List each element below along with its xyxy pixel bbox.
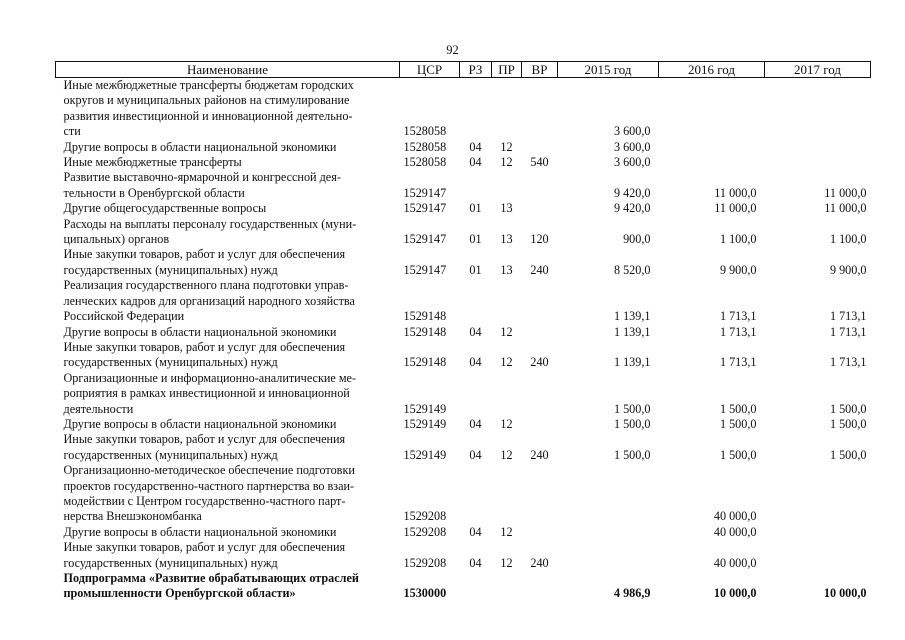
row-csr: 1529147 xyxy=(403,262,447,277)
row-vr xyxy=(522,278,558,324)
row-name xyxy=(56,417,400,432)
row-value-2015: 4 986,9 xyxy=(613,586,651,601)
row-vr xyxy=(522,571,558,602)
table-row xyxy=(56,371,871,417)
row-name-line: Иные межбюджетные трансферты xyxy=(63,155,242,170)
row-pr: 12 xyxy=(500,555,513,570)
row-name-line: округов и муниципальных районов на стимулирование xyxy=(63,93,350,108)
row-name-line: Организационные и информационно-аналитические ме- xyxy=(63,370,357,385)
row-name-line: Развитие выставочно-ярмарочной и конгрессной дея- xyxy=(63,170,341,185)
row-vr xyxy=(522,201,558,216)
row-name xyxy=(56,525,400,540)
row-name xyxy=(56,247,400,278)
row-value-2017: 1 100,0 xyxy=(829,232,867,247)
row-rz xyxy=(460,463,492,525)
table-row xyxy=(56,247,871,278)
row-value-2016: 1 713,1 xyxy=(719,355,757,370)
row-csr: 1529149 xyxy=(403,416,447,431)
row-name-line: модействии с Центром государственно-частного парт- xyxy=(63,493,346,508)
row-value-2015 xyxy=(558,540,659,571)
row-rz: 01 xyxy=(469,232,482,247)
row-name-line: Иные межбюджетные трансферты бюджетам городских xyxy=(63,78,354,92)
row-name-line: проектов государственно-частного партнерства во взаи- xyxy=(63,478,355,493)
row-name-line: государственных (муниципальных) нужд xyxy=(63,355,278,370)
col-header-2015: 2015 год xyxy=(558,62,659,78)
row-vr xyxy=(522,371,558,417)
row-value-2017 xyxy=(765,525,871,540)
row-pr: 12 xyxy=(500,524,513,539)
col-header-2017: 2017 год xyxy=(765,62,871,78)
row-name-line: Другие вопросы в области национальной экономики xyxy=(63,324,337,339)
row-vr xyxy=(522,525,558,540)
row-rz: 04 xyxy=(469,355,482,370)
row-value-2016 xyxy=(659,155,765,170)
row-pr: 12 xyxy=(500,139,513,154)
row-value-2017 xyxy=(765,155,871,170)
row-value-2016: 40 000,0 xyxy=(713,509,757,524)
row-value-2016: 1 100,0 xyxy=(719,232,757,247)
row-name xyxy=(56,201,400,216)
row-csr: 1529147 xyxy=(403,201,447,216)
row-name-line: Организационно-методическое обеспечение подготовки xyxy=(63,463,355,478)
table-row xyxy=(56,201,871,216)
row-value-2015: 1 139,1 xyxy=(613,324,651,339)
table-row xyxy=(56,463,871,525)
row-value-2015: 1 139,1 xyxy=(613,309,651,324)
table-row xyxy=(56,217,871,248)
row-rz: 04 xyxy=(469,416,482,431)
row-pr: 13 xyxy=(500,232,513,247)
row-csr: 1529148 xyxy=(403,355,447,370)
row-name xyxy=(56,371,400,417)
row-rz xyxy=(460,170,492,201)
row-vr: 240 xyxy=(530,355,549,370)
row-name-line: развития инвестиционной и инновационной деятельно- xyxy=(63,108,353,123)
row-name-line: Иные закупки товаров, работ и услуг для обеспечения xyxy=(63,540,346,555)
row-name-line: государственных (муниципальных) нужд xyxy=(63,447,278,462)
row-value-2017: 1 500,0 xyxy=(829,401,867,416)
budget-table xyxy=(55,61,871,602)
row-csr: 1529147 xyxy=(403,232,447,247)
row-name-line: промышленности Оренбургской области» xyxy=(63,586,296,601)
table-row xyxy=(56,417,871,432)
row-name xyxy=(56,325,400,340)
row-name-line: Расходы на выплаты персоналу государственных (муни- xyxy=(63,216,357,231)
row-name xyxy=(56,140,400,155)
row-csr: 1528058 xyxy=(403,139,447,154)
row-value-2017 xyxy=(765,140,871,155)
row-vr xyxy=(522,170,558,201)
col-header-2016: 2016 год xyxy=(659,62,765,78)
row-name-line: Другие общегосударственные вопросы xyxy=(63,201,267,216)
row-name-line: государственных (муниципальных) нужд xyxy=(63,555,278,570)
row-value-2017: 1 713,1 xyxy=(829,324,867,339)
row-csr: 1529208 xyxy=(403,509,447,524)
row-csr: 1529148 xyxy=(403,324,447,339)
row-rz: 04 xyxy=(469,155,482,170)
row-vr xyxy=(522,417,558,432)
row-value-2016 xyxy=(659,78,765,140)
row-value-2017: 9 900,0 xyxy=(829,262,867,277)
row-name xyxy=(56,278,400,324)
table-row xyxy=(56,278,871,324)
row-rz xyxy=(460,78,492,140)
row-rz xyxy=(460,371,492,417)
row-value-2017 xyxy=(765,463,871,525)
table-row xyxy=(56,325,871,340)
row-value-2016: 10 000,0 xyxy=(713,586,757,601)
col-header-vr: ВР xyxy=(522,62,558,78)
row-pr xyxy=(492,463,522,525)
row-pr xyxy=(492,371,522,417)
row-value-2017: 1 500,0 xyxy=(829,447,867,462)
table-body xyxy=(56,78,871,602)
col-header-pr: ПР xyxy=(492,62,522,78)
table-row xyxy=(56,155,871,170)
row-name-line: деятельности xyxy=(63,401,134,416)
row-vr: 120 xyxy=(530,232,549,247)
row-name xyxy=(56,463,400,525)
row-csr: 1529149 xyxy=(403,447,447,462)
row-value-2015: 1 500,0 xyxy=(613,447,651,462)
row-value-2017 xyxy=(765,540,871,571)
row-name xyxy=(56,340,400,371)
row-name xyxy=(56,571,400,602)
row-value-2016: 1 500,0 xyxy=(719,447,757,462)
row-name xyxy=(56,78,400,140)
row-value-2016: 9 900,0 xyxy=(719,262,757,277)
row-value-2015: 3 600,0 xyxy=(613,139,651,154)
row-pr xyxy=(492,170,522,201)
row-value-2017: 10 000,0 xyxy=(823,586,867,601)
row-rz: 01 xyxy=(469,262,482,277)
row-vr: 240 xyxy=(530,262,549,277)
row-name-line: государственных (муниципальных) нужд xyxy=(63,262,278,277)
row-rz xyxy=(460,278,492,324)
row-value-2016 xyxy=(659,140,765,155)
row-value-2015: 1 500,0 xyxy=(613,416,651,431)
row-csr: 1528058 xyxy=(403,124,447,139)
row-csr: 1529208 xyxy=(403,524,447,539)
row-vr xyxy=(522,140,558,155)
row-value-2017: 11 000,0 xyxy=(824,185,867,200)
row-rz: 04 xyxy=(469,324,482,339)
row-value-2015: 9 420,0 xyxy=(613,201,651,216)
row-value-2015: 9 420,0 xyxy=(613,185,651,200)
row-pr: 12 xyxy=(500,355,513,370)
row-vr xyxy=(522,463,558,525)
col-header-csr: ЦСР xyxy=(400,62,460,78)
row-value-2016: 11 000,0 xyxy=(714,185,757,200)
row-vr xyxy=(522,78,558,140)
row-name xyxy=(56,170,400,201)
row-vr: 540 xyxy=(530,155,549,170)
row-pr: 12 xyxy=(500,155,513,170)
row-value-2016: 11 000,0 xyxy=(714,201,757,216)
row-value-2015: 3 600,0 xyxy=(613,155,651,170)
row-name xyxy=(56,432,400,463)
row-value-2015 xyxy=(558,525,659,540)
row-name-line: Другие вопросы в области национальной экономики xyxy=(63,416,337,431)
row-value-2015: 3 600,0 xyxy=(613,124,651,139)
row-csr: 1528058 xyxy=(403,155,447,170)
row-rz: 04 xyxy=(469,447,482,462)
row-rz: 04 xyxy=(469,524,482,539)
row-vr xyxy=(522,325,558,340)
table-row xyxy=(56,540,871,571)
row-name-line: роприятия в рамках инвестиционной и инновационной xyxy=(63,386,350,401)
row-pr xyxy=(492,278,522,324)
table-row xyxy=(56,78,871,140)
row-pr: 12 xyxy=(500,447,513,462)
row-name xyxy=(56,155,400,170)
row-rz: 04 xyxy=(469,555,482,570)
row-value-2016: 1 713,1 xyxy=(719,309,757,324)
row-name-line: нерства Внешэкономбанка xyxy=(63,509,202,524)
row-name-line: Иные закупки товаров, работ и услуг для обеспечения xyxy=(63,247,346,262)
row-value-2017 xyxy=(765,78,871,140)
row-name-line: ципальных) органов xyxy=(63,232,170,247)
row-value-2017: 1 713,1 xyxy=(829,309,867,324)
row-vr: 240 xyxy=(530,555,549,570)
table-row xyxy=(56,571,871,602)
row-value-2016: 1 713,1 xyxy=(719,324,757,339)
row-name-line: сти xyxy=(63,124,81,139)
row-value-2017: 11 000,0 xyxy=(824,201,867,216)
row-rz: 01 xyxy=(469,201,482,216)
row-name-line: тельности в Оренбургской области xyxy=(63,185,245,200)
col-header-name: Наименование xyxy=(56,62,400,78)
row-pr xyxy=(492,571,522,602)
table-row xyxy=(56,432,871,463)
row-value-2015: 1 500,0 xyxy=(613,401,651,416)
table-row xyxy=(56,525,871,540)
row-value-2015: 8 520,0 xyxy=(613,262,651,277)
row-name-line: Российской Федерации xyxy=(63,309,185,324)
row-value-2017: 1 500,0 xyxy=(829,416,867,431)
row-name-line: Другие вопросы в области национальной экономики xyxy=(63,524,337,539)
row-name-line: Иные закупки товаров, работ и услуг для обеспечения xyxy=(63,432,346,447)
row-value-2016: 1 500,0 xyxy=(719,416,757,431)
row-value-2017: 1 713,1 xyxy=(829,355,867,370)
row-csr: 1529148 xyxy=(403,309,447,324)
table-row xyxy=(56,170,871,201)
row-csr: 1529149 xyxy=(403,401,447,416)
row-value-2015: 1 139,1 xyxy=(613,355,651,370)
col-header-rz: РЗ xyxy=(460,62,492,78)
row-name-line: ленческих кадров для организаций народного хозяйства xyxy=(63,293,355,308)
row-name-line: Иные закупки товаров, работ и услуг для обеспечения xyxy=(63,339,346,354)
row-rz: 04 xyxy=(469,139,482,154)
row-pr: 13 xyxy=(500,262,513,277)
row-pr: 12 xyxy=(500,324,513,339)
row-name-line: Другие вопросы в области национальной экономики xyxy=(63,139,337,154)
row-pr: 13 xyxy=(500,201,513,216)
row-value-2016: 40 000,0 xyxy=(713,555,757,570)
row-csr: 1529147 xyxy=(403,185,447,200)
row-csr: 1530000 xyxy=(403,586,447,601)
table-row xyxy=(56,140,871,155)
row-vr: 240 xyxy=(530,447,549,462)
row-value-2016: 1 500,0 xyxy=(719,401,757,416)
page-number: 92 xyxy=(446,43,459,57)
row-value-2015: 900,0 xyxy=(623,232,651,247)
row-name xyxy=(56,217,400,248)
table-header xyxy=(56,62,871,78)
row-name-line: Подпрограмма «Развитие обрабатывающих отраслей xyxy=(63,571,359,585)
row-pr: 12 xyxy=(500,416,513,431)
table-row xyxy=(56,340,871,371)
row-name-line: Реализация государственного плана подготовки управ- xyxy=(63,278,349,293)
row-value-2016: 40 000,0 xyxy=(713,524,757,539)
row-value-2015 xyxy=(558,463,659,525)
row-rz xyxy=(460,571,492,602)
row-pr xyxy=(492,78,522,140)
row-csr: 1529208 xyxy=(403,555,447,570)
row-name xyxy=(56,540,400,571)
